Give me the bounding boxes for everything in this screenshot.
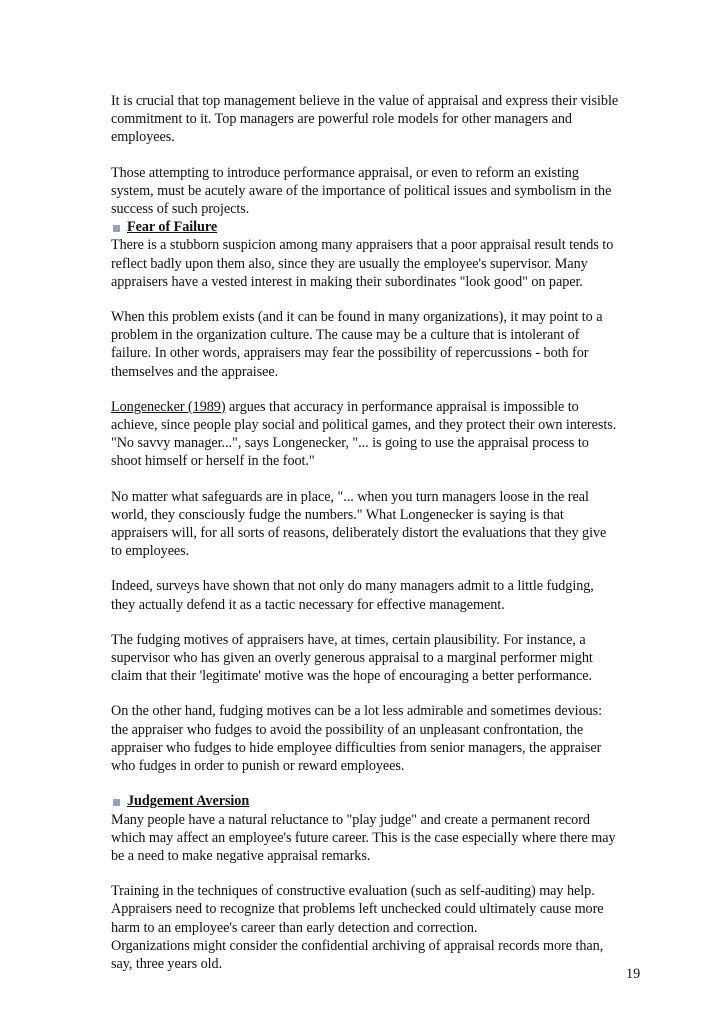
paragraph-gap xyxy=(111,560,651,577)
paragraph-gap xyxy=(111,685,651,702)
paragraph-gap xyxy=(111,381,651,398)
paragraph-gap xyxy=(111,614,651,631)
heading-fear-of-failure xyxy=(111,218,651,236)
paragraph-gap xyxy=(111,775,651,792)
paragraph-gap xyxy=(111,147,651,164)
paragraph-longenecker xyxy=(111,398,651,471)
paragraph-surveys: Indeed, surveys have shown that not only do many managers admit to a little fudging, they actually defend it as a tactic necessary for effective management. xyxy=(111,578,594,613)
paragraph-gap xyxy=(111,291,651,308)
paragraph-play-judge: Many people have a natural reluctance to "play judge" and create a permanent record which may affect an employee's future career. This is the case especially where there may be a need to make negative appraisal remarks. xyxy=(111,811,616,864)
paragraph-gap xyxy=(111,865,651,882)
heading-judgement-aversion xyxy=(111,792,651,810)
longenecker-reference-link[interactable]: Longenecker (1989) xyxy=(111,398,226,415)
paragraph-longenecker-text: argues that accuracy in performance appraisal is impossible to achieve, since people play social and political games, and they protect their own interests. "No savvy manager...", says Longenecker, "... is going to use the appraisal process to shoot himself or herself in the foot." xyxy=(111,398,617,470)
square-bullet-icon xyxy=(113,799,120,806)
paragraph-organization-culture: When this problem exists (and it can be found in many organizations), it may point to a problem in the organization culture. The cause may be a culture that is intolerant of failure. In other words, appraisers may fear the possibility of repercussions - both for themselves and the appraisee. xyxy=(111,309,603,380)
paragraph-political-issues: Those attempting to introduce performance appraisal, or even to reform an existing system, must be acutely aware of the importance of political issues and symbolism in the success of such projects. xyxy=(111,164,612,218)
page-body xyxy=(111,92,651,973)
paragraph-safeguards: No matter what safeguards are in place, "... when you turn managers loose in the real world, they consciously fudge the numbers." What Longenecker is saying is that appraisers will, for all sorts of reasons, deliberately distort the evaluations that they give to employees. xyxy=(111,488,607,560)
heading-judgement-aversion-label: Judgement Aversion xyxy=(127,793,250,810)
paragraph-fudging-motives: The fudging motives of appraisers have, at times, certain plausibility. For instance, a supervisor who has given an overly generous appraisal to a marginal performer might claim that their 'legitimate' motive was the hope of encouraging a better performance. xyxy=(111,631,593,685)
paragraph-top-management: It is crucial that top management believe in the value of appraisal and express their visible commitment to it. Top managers are powerful role models for other managers and employees. xyxy=(111,93,619,146)
paragraph-gap xyxy=(111,471,651,488)
paragraph-archiving: Organizations might consider the confidential archiving of appraisal records more than, say, three years old. xyxy=(111,937,604,972)
paragraph-devious-motives: On the other hand, fudging motives can be a lot less admirable and sometimes devious: the appraiser who fudges to avoid the possibility of an unpleasant confrontation, the appraiser who fudges to hide employee difficulties from senior managers, the appraiser who fudges in order to punish or reward employees. xyxy=(111,703,603,775)
paragraph-stubborn-suspicion: There is a stubborn suspicion among many appraisers that a poor appraisal result tends to reflect badly upon them also, since they are usually the employee's supervisor. Many appraisers have a vested interest in making their subordinates "look good" on paper. xyxy=(111,237,614,290)
square-bullet-icon xyxy=(113,225,120,232)
heading-fear-of-failure-label: Fear of Failure xyxy=(127,219,218,236)
paragraph-training: Training in the techniques of constructive evaluation (such as self-auditing) may help. Appraisers need to recognize that problems left unchecked could ultimately cause more harm to an employee's career than early detection and correction. xyxy=(111,883,604,936)
page-number: 19 xyxy=(626,966,641,982)
